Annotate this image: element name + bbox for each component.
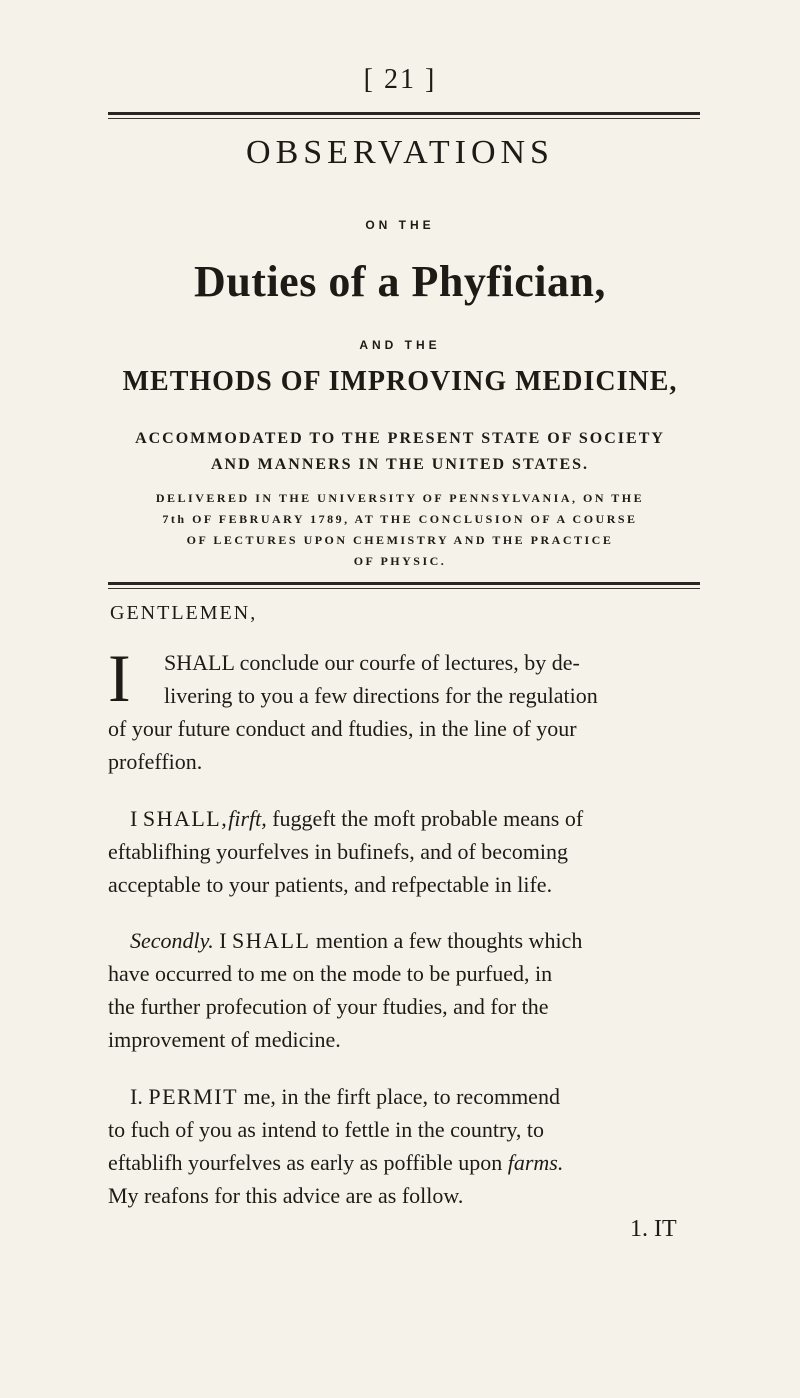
p2-line-1: [130, 806, 583, 832]
title-observations: OBSERVATIONS: [246, 134, 554, 171]
catchword: 1. IT: [630, 1216, 677, 1242]
salutation: GENTLEMEN,: [110, 602, 258, 624]
p4-line-3: [108, 1150, 563, 1176]
p1-line-2: livering to you a few directions for the regulation: [164, 683, 598, 708]
p3-shall: SHALL: [232, 928, 311, 953]
p3-line-4: improvement of medicine.: [108, 1027, 341, 1052]
p3-line-2: have occurred to me on the mode to be purfued, in: [108, 961, 553, 986]
delivered-line-1: DELIVERED IN THE UNIVERSITY OF PENNSYLVANIA, ON THE: [155, 491, 645, 505]
top-double-rule: [108, 112, 700, 115]
p2-first: firft,: [228, 806, 267, 831]
p4-line-1-rest: me, in the firft place, to recommend: [243, 1084, 560, 1109]
delivered-line-3: OF LECTURES UPON CHEMISTRY AND THE PRACTICE: [186, 533, 614, 547]
accommodated-line-1: ACCOMMODATED TO THE PRESENT STATE OF SOCIETY: [135, 430, 665, 447]
accommodated-line-2: AND MANNERS IN THE UNITED STATES.: [210, 456, 590, 473]
p3-lead: I: [219, 928, 227, 953]
p4-line-2: to fuch of you as intend to fettle in the country, to: [108, 1117, 545, 1142]
p1-line-3: of your future conduct and ftudies, in the line of your: [108, 716, 577, 741]
p4-line-1: [130, 1084, 560, 1110]
subtitle-on-the: ON THE: [365, 218, 435, 232]
middle-double-rule: [108, 582, 700, 585]
p4-line-4: My reafons for this advice are as follow.: [108, 1183, 464, 1208]
delivered-line-2: 7th OF FEBRUARY 1789, AT THE CONCLUSION OF A COURSE: [162, 512, 638, 526]
p1-line-1: SHALL conclude our courfe of lectures, by de-: [164, 650, 580, 675]
p3-line-1: [130, 928, 582, 954]
middle-rule-thin: [108, 588, 700, 589]
p1-line-4: profeffion.: [108, 749, 203, 774]
p4-line-3-start: eftablifh yourfelves as early as poffible upon: [108, 1150, 503, 1175]
title-duties: Duties of a Phyfician,: [194, 257, 606, 306]
delivered-line-4: OF PHYSIC.: [353, 554, 447, 568]
p3-secondly: Secondly.: [130, 928, 214, 953]
p2-line-3: acceptable to your patients, and refpectable in life.: [108, 872, 553, 897]
p2-lead: I: [130, 806, 138, 831]
p4-numeral: I.: [130, 1084, 143, 1109]
p4-farms: farms.: [507, 1150, 564, 1175]
subtitle-and-the: AND THE: [359, 338, 441, 352]
p2-shall: SHALL,: [142, 806, 229, 831]
drop-cap: I: [108, 640, 131, 716]
p2-line-2: eftablifhing yourfelves in bufinefs, and of becoming: [108, 839, 569, 864]
p4-permit: PERMIT: [148, 1084, 239, 1109]
p3-line-3: the further profecution of your ftudies, and for the: [108, 994, 549, 1019]
top-rule-thin: [108, 118, 700, 119]
page-number: [ 21 ]: [363, 64, 437, 95]
title-methods: METHODS OF IMPROVING MEDICINE,: [122, 366, 678, 397]
p2-line-1-rest: fuggeft the moft probable means of: [272, 806, 584, 831]
p3-line-1-rest: mention a few thoughts which: [315, 928, 583, 953]
